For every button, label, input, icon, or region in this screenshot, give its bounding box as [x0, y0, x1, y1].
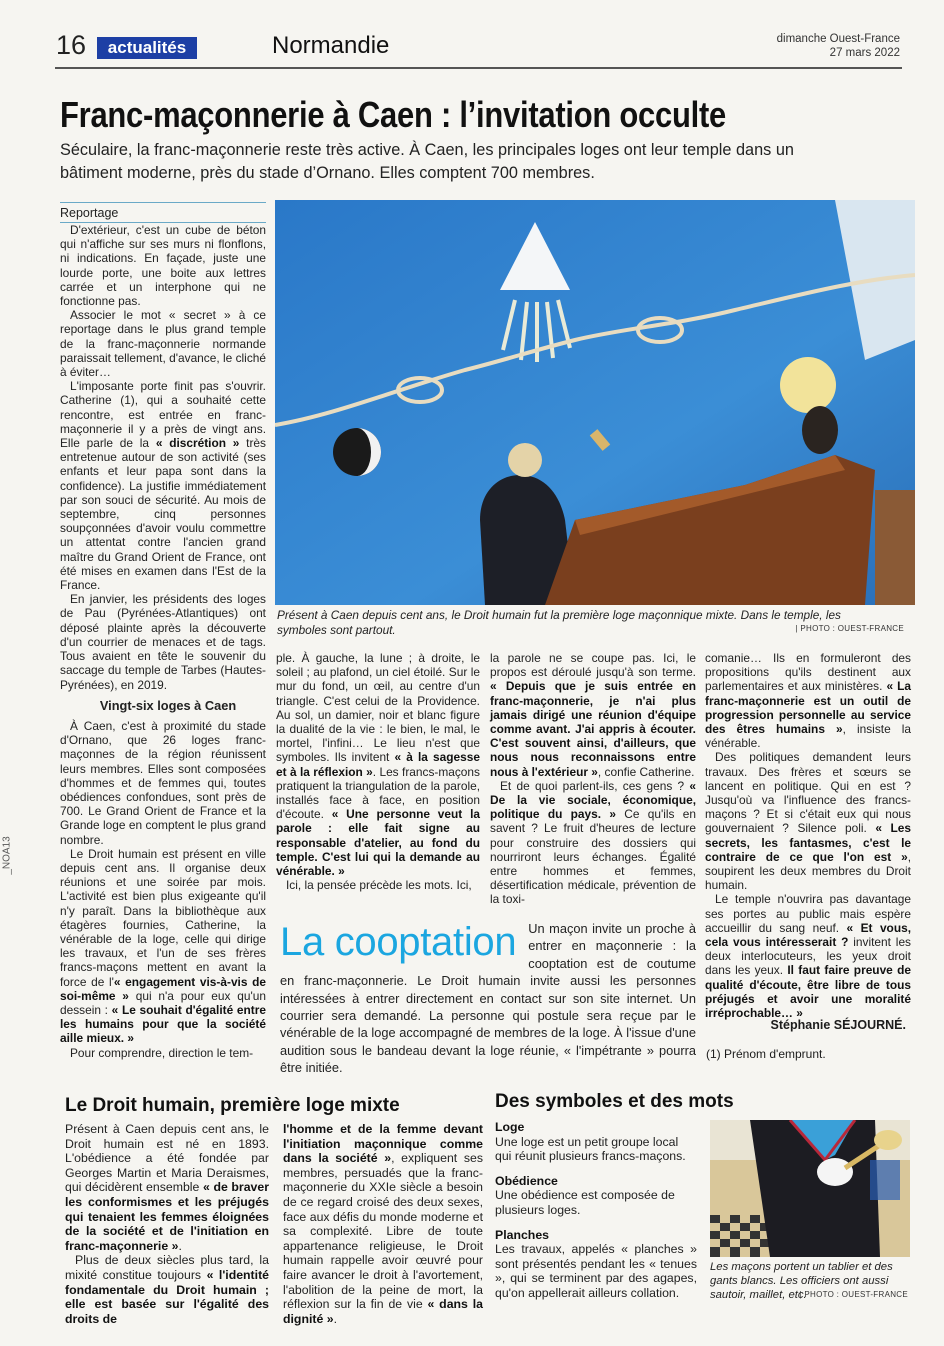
glossary-term: Loge: [495, 1120, 525, 1134]
glossary: [495, 1120, 697, 1301]
footnote: (1) Prénom d'emprunt.: [706, 1047, 826, 1061]
bold-quote: « de braver les conformismes et les préjugés qui tenaient les femmes éloignées de la société et de l'initiation en franc-maçonnerie »: [65, 1180, 270, 1253]
paragraph: [490, 651, 696, 779]
text-run: . Les francs-maçons pratiquent la triangulation de la parole, installés face à face, en position d'écoute.: [276, 764, 480, 822]
paragraph: [60, 223, 266, 308]
paragraph: [705, 892, 911, 1020]
glossary-definition: Une obédience est composée de plusieurs loges.: [495, 1188, 675, 1217]
bold-quote: l'homme et de la femme devant l'initiation maçonnique comme dans la société »: [283, 1122, 483, 1166]
section-badge: actualités: [97, 37, 197, 59]
mason-photo: [710, 1120, 910, 1257]
article-column-1: [60, 223, 266, 1060]
glossary-term: Planches: [495, 1227, 549, 1242]
text-run: L'imposante porte finit pas s'ouvrir. Catherine (1), qui a souhaité cette rencontre, est entrée en franc-maçonnerie il y a près de vingt ans. Elle parle de la: [60, 379, 266, 451]
publication-name: dimanche Ouest-France: [776, 33, 900, 45]
paragraph: [60, 308, 266, 379]
droit-humain-column-1: [65, 1122, 269, 1326]
text-run: .: [178, 1238, 182, 1253]
dateline: [777, 32, 900, 60]
photo-credit: | PHOTO : OUEST-FRANCE: [799, 1290, 908, 1299]
text-run: ple. À gauche, la lune ; à droite, le soleil ; au plafond, un ciel étoilé. Sur le mur du fond, un œil, au centre d'un triangle. C'est celui de la Providence. Au sol, un damier, noir et blanc figure la dualité de la vie : le bien, le mal, le mortel, l'infini… Le lieu n'est que symboles. Ils invitent: [276, 651, 480, 765]
paragraph: [705, 651, 911, 750]
text-run: Pour comprendre, direction le tem-: [70, 1045, 254, 1060]
text-run: Associer le mot « secret » à ce reportage dans le plus grand temple de la franc-maçonnerie normande paraissait tellement, d'avance, le cliché à éviter…: [60, 308, 266, 380]
paragraph: [65, 1122, 269, 1253]
glossary-title: Des symboles et des mots: [495, 1091, 734, 1112]
text-run: , insiste la vénérable.: [705, 722, 911, 751]
article-column-2: [276, 651, 480, 892]
temple-photo: [275, 200, 915, 605]
glossary-term: Obédience: [495, 1173, 558, 1188]
cooptation-title: La cooptation: [280, 920, 517, 964]
author-signature: Stéphanie SÉJOURNÉ.: [770, 1018, 906, 1032]
glossary-definition: Les travaux, appelés « planches » sont présentés pendant les « tenues », qui se terminent par des agapes, qu'on appellerait ailleurs collation.: [495, 1242, 697, 1300]
margin-code: _NOA13: [1, 836, 13, 875]
text-run: Ce qu'ils en savent ? Le fruit d'heures de lecture pour construire des dossiers qui nourriront leurs échanges. Égalité entre hommes et femmes, désertification médicale, prévention de la toxi-: [490, 807, 696, 907]
text-run: Ici, la pensée précède les mots. Ici,: [286, 878, 472, 893]
paragraph: [60, 379, 266, 592]
text-run: .: [333, 1311, 337, 1326]
text-run: Présent à Caen depuis cent ans, le Droit humain est né en 1893. L'obédience a été fondée par Georges Martin et Maria Deraismes, qui décidèrent ensemble: [65, 1122, 269, 1195]
standfirst: Séculaire, la franc-maçonnerie reste très active. À Caen, les principales loges ont leur temple dans un bâtiment moderne, près du stade d’Ornano. Elles comptent 700 membres.: [60, 141, 794, 182]
article-column-3: [490, 651, 696, 907]
subheading: Vingt-six loges à Caen: [99, 697, 237, 713]
bold-quote: « Les secrets, les fantasmes, c'est le contraire de ce que l'on est »: [705, 821, 911, 864]
mason-photo-caption: Les maçons portent un tablier et des gants blancs. Les officiers ont aussi sautoir, maillet, etc.: [710, 1261, 893, 1301]
droit-humain-title: Le Droit humain, première loge mixte: [65, 1095, 400, 1116]
bold-quote: « discrétion »: [155, 436, 240, 451]
sun-symbol: [780, 357, 836, 413]
bold-quote: Il faut faire preuve de qualité d'écoute, être libre de tous préjugés et avoir une moralité irréprochable… »: [705, 963, 911, 1021]
text-run: Le Droit humain est présent en ville depuis cent ans. Il organise deux réunions et une soirée par mois. L'activité est bien plus exigeante qu'il n'y paraît. Dans la bibliothèque aux étagères fournies, Catherine, la vénérable de la loge, celle qui dirige les travaux, et l'un de ses frères francs-maçons mettent en avant la force de l': [60, 846, 266, 989]
text-run: Le temple n'ouvrira pas davantage ses portes au public mais espère accueillir du sang neuf.: [705, 892, 911, 935]
paragraph: [60, 592, 266, 691]
bold-quote: « Et vous, cela vous intéresserait ?: [705, 920, 911, 950]
bold-quote: « à la sagesse et à la réflexion »: [276, 750, 480, 779]
kicker: Reportage: [60, 202, 266, 223]
text-run: , confie Catherine.: [597, 764, 695, 779]
article-column-4: [705, 651, 911, 1020]
text-run: Et de quoi parlent-ils, ces gens ?: [500, 778, 690, 793]
cooptation-box: [280, 920, 696, 1077]
text-run: qui n'a pour eux qu'un dessein :: [60, 988, 266, 1017]
bold-quote: « l'identité fondamentale du Droit humain ; elle est basée sur l'égalité des droits de: [65, 1267, 269, 1326]
glossary-definition: Une loge est un petit groupe local qui réunit plusieurs francs-maçons.: [495, 1134, 686, 1164]
paragraph: [276, 651, 480, 878]
paragraph: [490, 779, 696, 907]
paragraph: [65, 1253, 269, 1326]
headline: Franc-maçonnerie à Caen : l’invitation occulte: [60, 94, 726, 135]
photo-caption: Présent à Caen depuis cent ans, le Droit humain fut la première loge maçonnique mixte. Dans le temple, les symboles sont partout.: [277, 608, 841, 637]
text-run: très entretenue autour de son activité (ses enfants et leur papa sont dans la confidence). La justifie immédiatement par son souci de sécurité. Au mois de septembre, cinq personnes soupçonnées d'avoir voulu commettre un attentat contre l'ancien grand maître du Grand Orient de France, ont été mises en examen dans l'Est de la France.: [60, 436, 266, 593]
paragraph: [705, 750, 911, 892]
text-run: En janvier, les présidents des loges de Pau (Pyrénées-Atlantiques) ont déposé plainte après la découverte d'un courrier de menaces et de tags. Tous avaient en tête le souvenir du saccage du temple de Tarbes (Hautes-Pyrénées), en 2019.: [60, 592, 266, 692]
cooptation-text: Un maçon invite un proche à entrer en maçonnerie : la cooptation est de coutume en franc-maçonnerie. Le Droit humain invite aussi les personnes intéressées à entrer directement en contact sur son site internet. Un courrier sera demandé. La personne qui postule sera reçue par le vénérable de la loge accompagné de membres de la loge. À l'issue d'une audition sous le bandeau devant la loge réunie, « l'impétrante » pourra être initiée.: [280, 921, 696, 1076]
text-run: , soupirent les deux membres du Droit humain.: [705, 849, 911, 893]
paragraph: [283, 1122, 483, 1326]
bust: [802, 406, 838, 454]
paragraph: [276, 878, 480, 892]
bold-quote: « De la vie sociale, économique, politique du pays. »: [490, 778, 696, 822]
photo-credit: | PHOTO : OUEST-FRANCE: [795, 624, 904, 633]
bold-quote: « dans la dignité »: [283, 1297, 483, 1326]
bold-quote: « Une personne veut la parole : elle fait signe au responsable d'atelier, au fond du temple. C'est lui qui la demande au vénérable. »: [276, 807, 480, 879]
text-run: invitent les deux interlocuteurs, les yeux droit dans les yeux.: [705, 935, 912, 978]
text-run: , expliquent ses membres, persuadés que la franc-maçonnerie du XXIe siècle a besoin de ce regard croisé des deux sexes, face aux défis du monde moderne et sa complexité. Libre de toute appartenance religieuse, le Droit humain rappelle avoir œuvré pour faire avancer le droit à l'avortement, l'abolition de la peine de mort, la réflexion sur la fin de vie: [283, 1151, 483, 1312]
publication-date: 27 mars 2022: [829, 47, 900, 59]
text-run: Plus de deux siècles plus tard, la mixité constitue toujours: [65, 1253, 269, 1282]
droit-humain-column-2: [283, 1122, 483, 1326]
bold-quote: « Le souhait d'égalité entre les humains pour que la société aille mieux. »: [60, 1002, 266, 1046]
text-run: comanie… Ils en formuleront des propositions qu'ils destinent aux parlementaires et aux ministères.: [705, 651, 911, 694]
bold-quote: « La franc-maçonnerie est un outil de progression personnelle au service des êtres humains »: [705, 679, 911, 737]
text-run: À Caen, c'est à proximité du stade d'Ornano, que 26 loges franc-maçonnes de la région réunissent leurs membres. Elles sont composées d'hommes et de femmes qui, toutes obédiences confondues, sont près de 700. Le Grand Orient de France et la Grande loge en comptent le plus grand nombre.: [60, 718, 266, 847]
bold-quote: « engagement vis-à-vis de soi-même »: [60, 974, 267, 1003]
text-run: Des politiques demandent leurs travaux. Des frères et sœurs se lancent en politique. Qui en est ? Jusqu'où va l'influence des francs-maçons ? Et si c'était eux qui nous gouvernaient ? Silence poli.: [705, 750, 911, 836]
text-run: la parole ne se coupe pas. Ici, le propos est déroulé jusqu'à son terme.: [490, 651, 696, 680]
header-rule: [55, 67, 902, 69]
paragraph: [60, 847, 266, 1046]
paragraph: [60, 719, 266, 847]
white-glove: [817, 1158, 853, 1186]
region-title: Normandie: [272, 32, 390, 59]
bold-quote: « Depuis que je suis entrée en franc-maçonnerie, je n'ai plus jamais dirigé une réunion d'équipe comme avant. J'ai appris à écouter. C'est souvent ainsi, d'ailleurs, que nous nous reconnaissons entre nous à l'extérieur »: [490, 679, 696, 779]
text-run: D'extérieur, c'est un cube de béton qui n'affiche sur ses murs ni flonflons, ni indications. En façade, juste une lourde porte, une boite aux lettres carrée et un interphone qui ne fonctionne pas.: [60, 223, 266, 309]
paragraph: [60, 1046, 266, 1060]
page-number: 16: [56, 30, 87, 60]
